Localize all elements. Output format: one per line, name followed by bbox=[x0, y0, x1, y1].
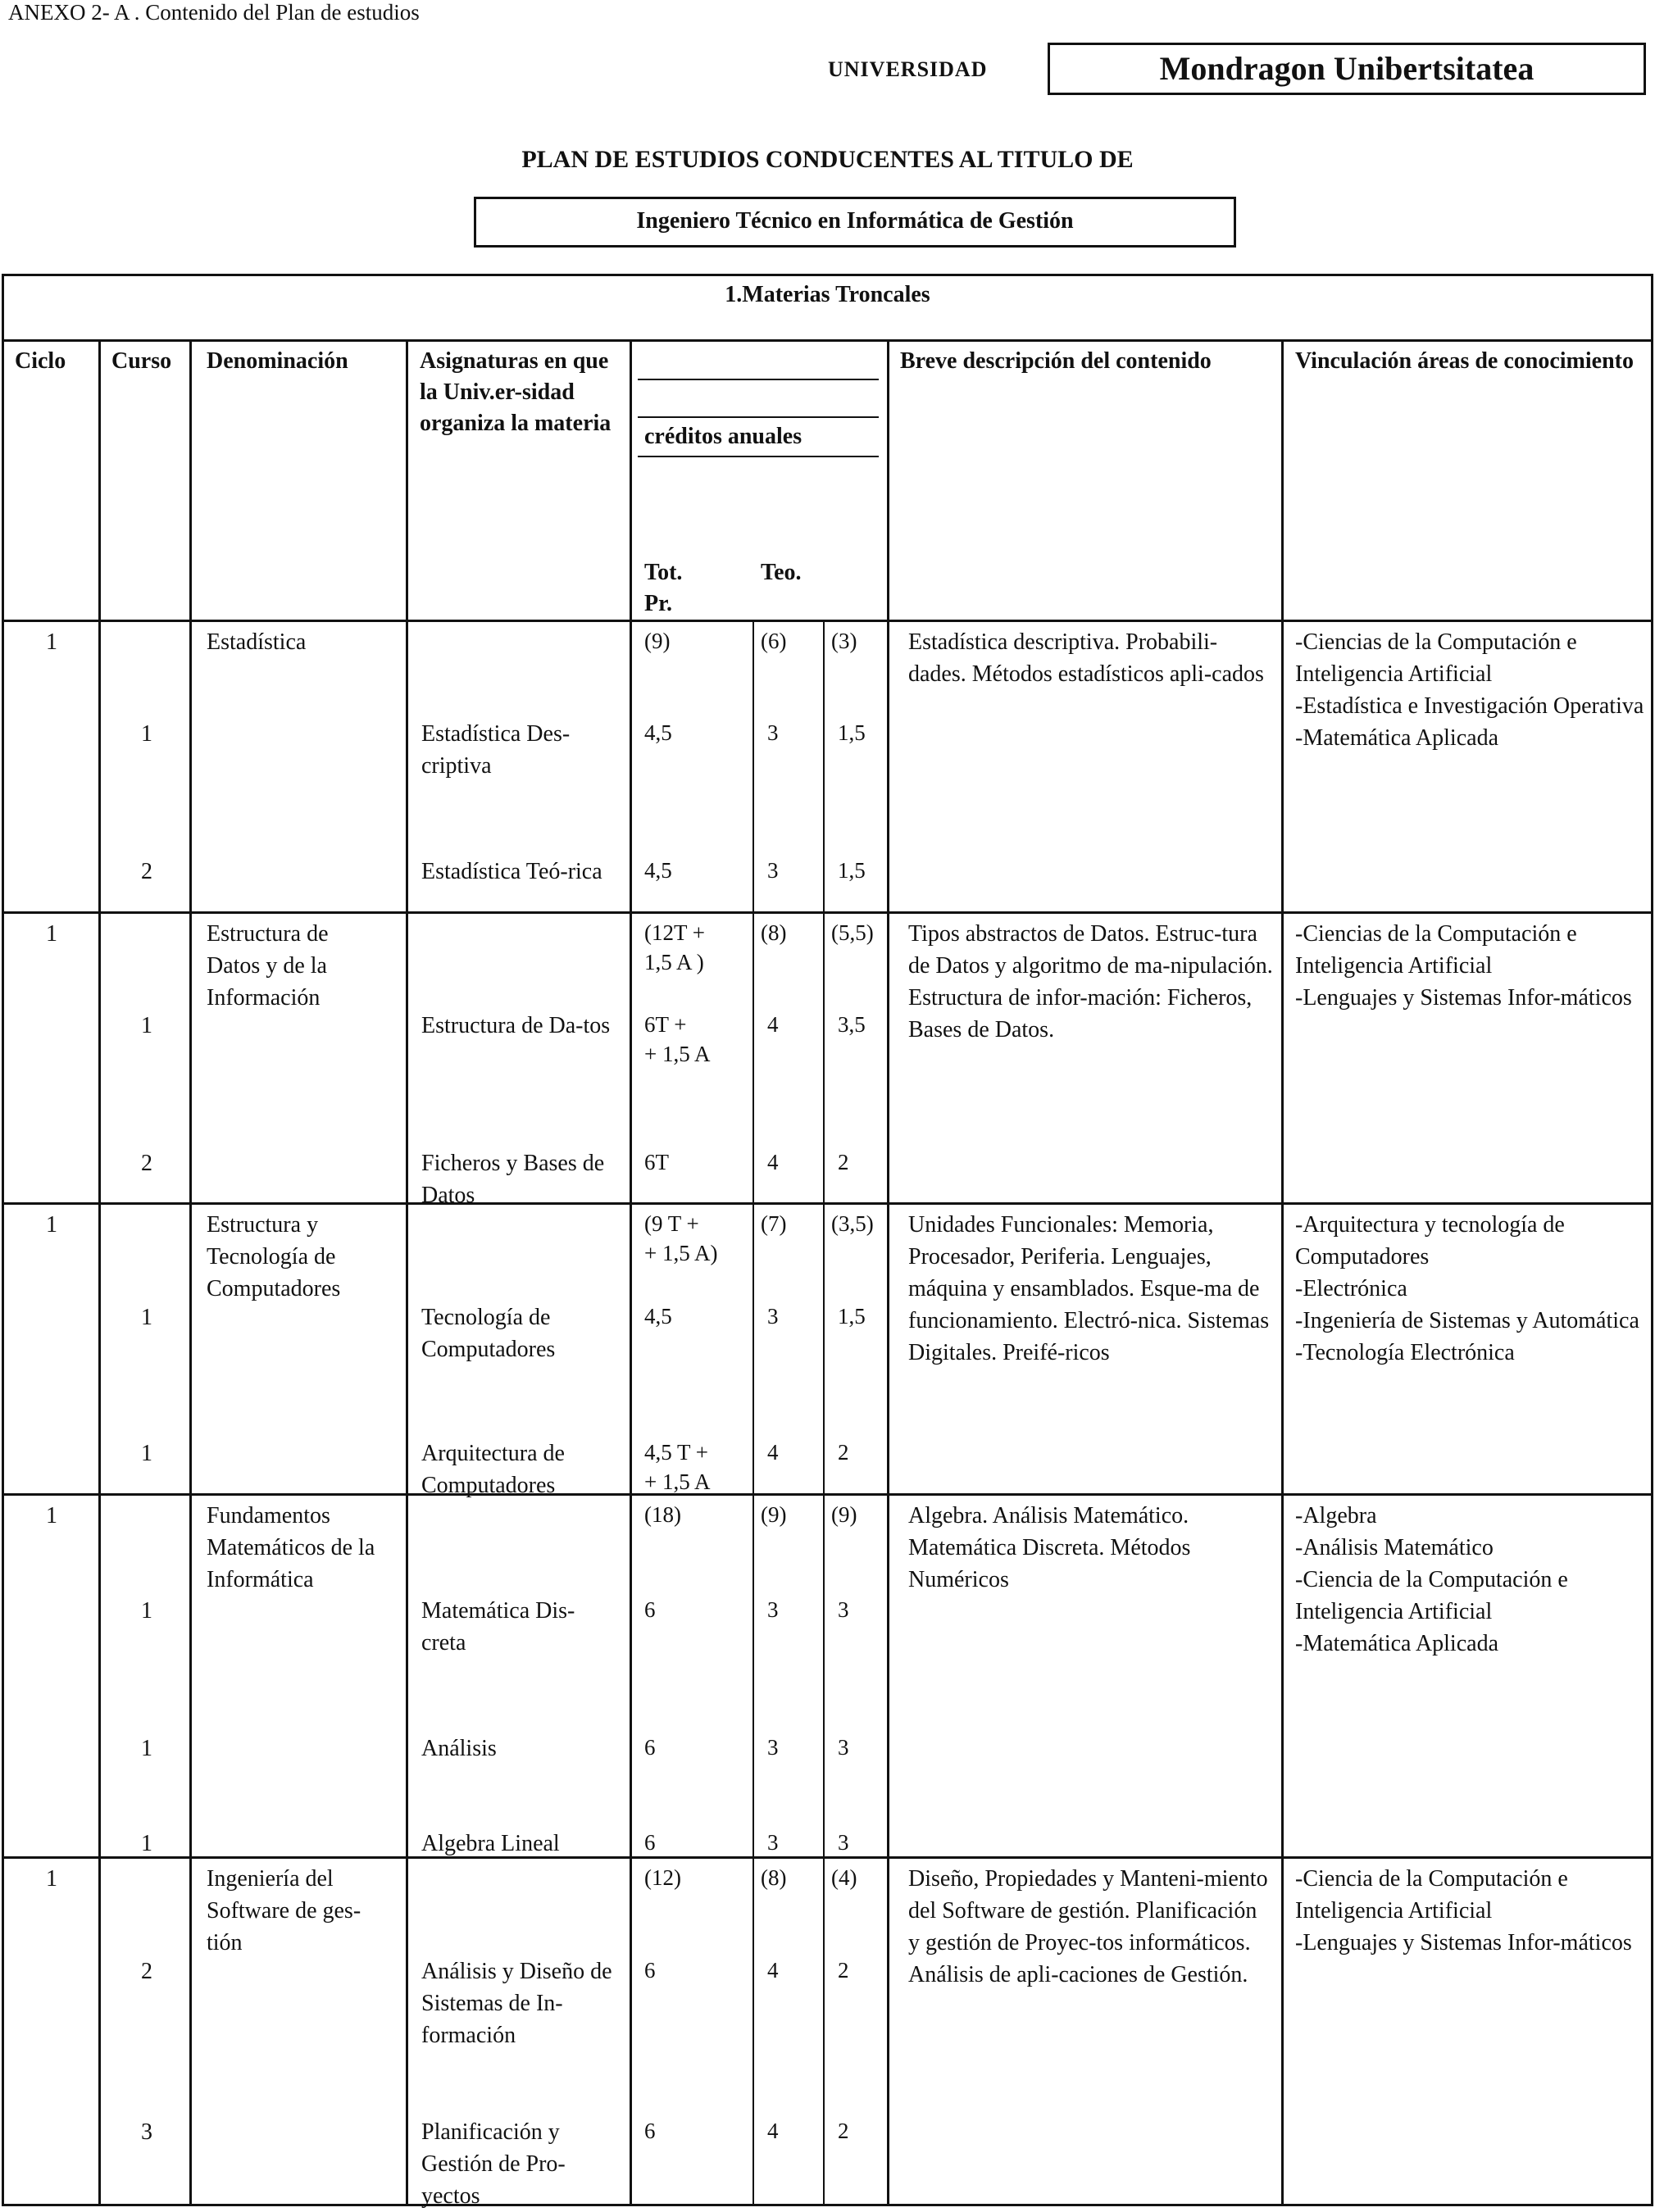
subject-asignatura: Planificación y Gestión de Pro-yectos bbox=[421, 2119, 566, 2209]
group-denominacion: Fundamentos Matemáticos de la Informática bbox=[207, 1503, 375, 1592]
subject-teo: 3 bbox=[767, 1735, 779, 1760]
subject-asignatura: Matemática Dis-creta bbox=[421, 1598, 575, 1656]
subject-tot: 6 bbox=[644, 1830, 656, 1855]
subject-curso: 1 bbox=[141, 1598, 152, 1624]
university-box bbox=[1048, 43, 1646, 95]
group-tot: (18) bbox=[644, 1502, 681, 1527]
subject-tot: 4,5 bbox=[644, 858, 672, 883]
table-rule bbox=[1281, 339, 1284, 2206]
table-rule bbox=[98, 339, 101, 2206]
table-rule bbox=[2, 911, 1653, 914]
subject-asignatura: Estructura de Da-tos bbox=[421, 1013, 611, 1038]
subject-tot: 6 bbox=[644, 2119, 656, 2143]
subject-pr: 2 bbox=[838, 1150, 849, 1174]
subject-teo: 3 bbox=[767, 1304, 779, 1329]
subject-teo: 3 bbox=[767, 1830, 779, 1855]
group-ciclo: 1 bbox=[46, 1212, 57, 1238]
group-descripcion: Diseño, Propiedades y Manteni-miento del Software de gestión. Planificación y gestión de Proyec-tos informáticos. Análisis de apli-caciones de Gestión. bbox=[908, 1866, 1268, 1987]
subject-asignatura: Ficheros y Bases de Datos bbox=[421, 1151, 605, 1208]
degree-name: Ingeniero Técnico en Informática de Gestión bbox=[636, 208, 1074, 234]
group-teo: (9) bbox=[761, 1502, 787, 1527]
group-ciclo: 1 bbox=[46, 629, 57, 655]
table-rule bbox=[630, 339, 632, 2206]
subject-asignatura: Estadística Des-criptiva bbox=[421, 721, 571, 779]
subject-tot: 6T + + 1,5 A bbox=[644, 1012, 711, 1066]
plan-title: PLAN DE ESTUDIOS CONDUCENTES AL TITULO DE bbox=[521, 146, 1134, 173]
subject-teo: 4 bbox=[767, 2119, 779, 2143]
subject-curso: 1 bbox=[141, 1736, 152, 1761]
subject-pr: 3 bbox=[838, 1830, 849, 1855]
subject-curso: 1 bbox=[141, 1013, 152, 1038]
subject-asignatura: Arquitectura de Computadores bbox=[421, 1441, 565, 1498]
header-creditos: créditos anuales bbox=[644, 424, 802, 449]
table-rule bbox=[2, 339, 1653, 342]
group-pr: (4) bbox=[831, 1865, 857, 1890]
table-rule bbox=[887, 339, 889, 2206]
subject-teo: 4 bbox=[767, 1958, 779, 1983]
group-descripcion: Tipos abstractos de Datos. Estruc-tura de Datos y algoritmo de ma-nipulación. Estructura de infor-mación: Ficheros, Bases de Datos. bbox=[908, 921, 1273, 1042]
group-ciclo: 1 bbox=[46, 1866, 57, 1892]
group-tot: (12) bbox=[644, 1865, 681, 1890]
subject-curso: 1 bbox=[141, 721, 152, 747]
subject-pr: 2 bbox=[838, 1440, 849, 1465]
subject-asignatura: Análisis y Diseño de Sistemas de In-formación bbox=[421, 1959, 612, 2048]
group-pr: (5,5) bbox=[831, 920, 874, 945]
subject-tot: 6T bbox=[644, 1150, 669, 1174]
table-rule bbox=[2, 1856, 1653, 1859]
subject-tot: 4,5 bbox=[644, 1304, 672, 1329]
group-descripcion: Algebra. Análisis Matemático. Matemática Discreta. Métodos Numéricos bbox=[908, 1503, 1191, 1592]
header-tot: Tot. bbox=[644, 560, 683, 585]
subject-curso: 1 bbox=[141, 1441, 152, 1466]
header-ciclo: Ciclo bbox=[15, 348, 66, 374]
group-vinculacion: -Ciencias de la Computación e Inteligencia Artificial -Lenguajes y Sistemas Infor-máticos bbox=[1295, 921, 1632, 1011]
header-teo: Teo. bbox=[761, 560, 802, 585]
group-teo: (8) bbox=[761, 920, 787, 945]
subject-tot: 4,5 T + + 1,5 A bbox=[644, 1440, 711, 1494]
subject-asignatura: Algebra Lineal bbox=[421, 1831, 560, 1856]
subject-curso: 2 bbox=[141, 859, 152, 884]
table-rule bbox=[638, 456, 879, 457]
group-pr: (3,5) bbox=[831, 1211, 874, 1236]
subject-pr: 1,5 bbox=[838, 1304, 866, 1329]
group-descripcion: Estadística descriptiva. Probabili-dades. Métodos estadísticos apli-cados bbox=[908, 629, 1264, 687]
group-ciclo: 1 bbox=[46, 921, 57, 947]
annex-line: ANEXO 2- A . Contenido del Plan de estudios bbox=[8, 0, 420, 25]
group-vinculacion: -Ciencias de la Computación e Inteligencia Artificial -Estadística e Investigación Operativa -Matemática Aplicada bbox=[1295, 629, 1644, 751]
subject-asignatura: Estadística Teó-rica bbox=[421, 859, 602, 884]
group-denominacion: Ingeniería del Software de ges-tión bbox=[207, 1866, 361, 1955]
header-asignaturas: Asignaturas en que la Univ.er-sidad organiza la materia bbox=[420, 348, 612, 436]
group-pr: (3) bbox=[831, 629, 857, 653]
header-curso: Curso bbox=[111, 348, 172, 374]
subject-pr: 1,5 bbox=[838, 720, 866, 745]
subject-curso: 2 bbox=[141, 1959, 152, 1984]
header-vinculacion: Vinculación áreas de conocimiento bbox=[1295, 348, 1634, 374]
table-rule bbox=[638, 379, 879, 380]
subject-tot: 6 bbox=[644, 1735, 656, 1760]
table-rule bbox=[2, 620, 1653, 622]
group-teo: (8) bbox=[761, 1865, 787, 1890]
subject-tot: 6 bbox=[644, 1958, 656, 1983]
group-descripcion: Unidades Funcionales: Memoria, Procesador, Periferia. Lenguajes, máquina y ensamblados. Esque-ma de funcionamiento. Electró-nica. Sistemas Digitales. Preifé-ricos bbox=[908, 1212, 1270, 1365]
header-denominacion: Denominación bbox=[207, 348, 348, 374]
subject-tot: 6 bbox=[644, 1597, 656, 1622]
subject-pr: 3 bbox=[838, 1597, 849, 1622]
subject-asignatura: Análisis bbox=[421, 1736, 497, 1761]
group-denominacion: Estructura y Tecnología de Computadores bbox=[207, 1212, 341, 1301]
group-vinculacion: -Arquitectura y tecnología de Computadores -Electrónica -Ingeniería de Sistemas y Automática -Tecnología Electrónica bbox=[1295, 1212, 1639, 1365]
table-rule bbox=[752, 620, 754, 2206]
subject-teo: 3 bbox=[767, 858, 779, 883]
subject-curso: 3 bbox=[141, 2119, 152, 2145]
group-ciclo: 1 bbox=[46, 1503, 57, 1528]
group-denominacion: Estadística bbox=[207, 629, 307, 655]
subject-curso: 1 bbox=[141, 1305, 152, 1330]
subject-teo: 4 bbox=[767, 1150, 779, 1174]
group-tot: (9 T + + 1,5 A) bbox=[644, 1211, 718, 1265]
subject-pr: 2 bbox=[838, 2119, 849, 2143]
university-name: Mondragon Unibertsitatea bbox=[1159, 50, 1535, 87]
subject-tot: 4,5 bbox=[644, 720, 672, 745]
group-pr: (9) bbox=[831, 1502, 857, 1527]
section-title: 1.Materias Troncales bbox=[725, 282, 930, 307]
subject-teo: 4 bbox=[767, 1440, 779, 1465]
table-rule bbox=[189, 339, 192, 2206]
subject-curso: 2 bbox=[141, 1151, 152, 1176]
subject-pr: 2 bbox=[838, 1958, 849, 1983]
header-pr: Pr. bbox=[644, 591, 672, 616]
group-tot: (9) bbox=[644, 629, 671, 653]
subject-teo: 4 bbox=[767, 1012, 779, 1037]
header-descripcion: Breve descripción del contenido bbox=[900, 348, 1212, 374]
group-vinculacion: -Ciencia de la Computación e Inteligencia Artificial -Lenguajes y Sistemas Infor-máticos bbox=[1295, 1866, 1632, 1955]
subject-teo: 3 bbox=[767, 720, 779, 745]
subject-teo: 3 bbox=[767, 1597, 779, 1622]
group-tot: (12T + 1,5 A ) bbox=[644, 920, 705, 974]
table-rule bbox=[638, 416, 879, 418]
group-vinculacion: -Algebra -Análisis Matemático -Ciencia de la Computación e Inteligencia Artificial -Matemática Aplicada bbox=[1295, 1503, 1568, 1656]
subject-pr: 3,5 bbox=[838, 1012, 866, 1037]
subject-curso: 1 bbox=[141, 1831, 152, 1856]
group-teo: (7) bbox=[761, 1211, 787, 1236]
group-teo: (6) bbox=[761, 629, 787, 653]
subject-pr: 1,5 bbox=[838, 858, 866, 883]
table-rule bbox=[823, 620, 825, 2206]
group-denominacion: Estructura de Datos y de la Información bbox=[207, 921, 329, 1011]
degree-box bbox=[474, 197, 1236, 248]
table-rule bbox=[2, 1202, 1653, 1205]
subject-asignatura: Tecnología de Computadores bbox=[421, 1305, 556, 1362]
table-rule bbox=[406, 339, 408, 2206]
table-rule bbox=[2, 1493, 1653, 1496]
subject-pr: 3 bbox=[838, 1735, 849, 1760]
university-label: UNIVERSIDAD bbox=[828, 57, 988, 81]
